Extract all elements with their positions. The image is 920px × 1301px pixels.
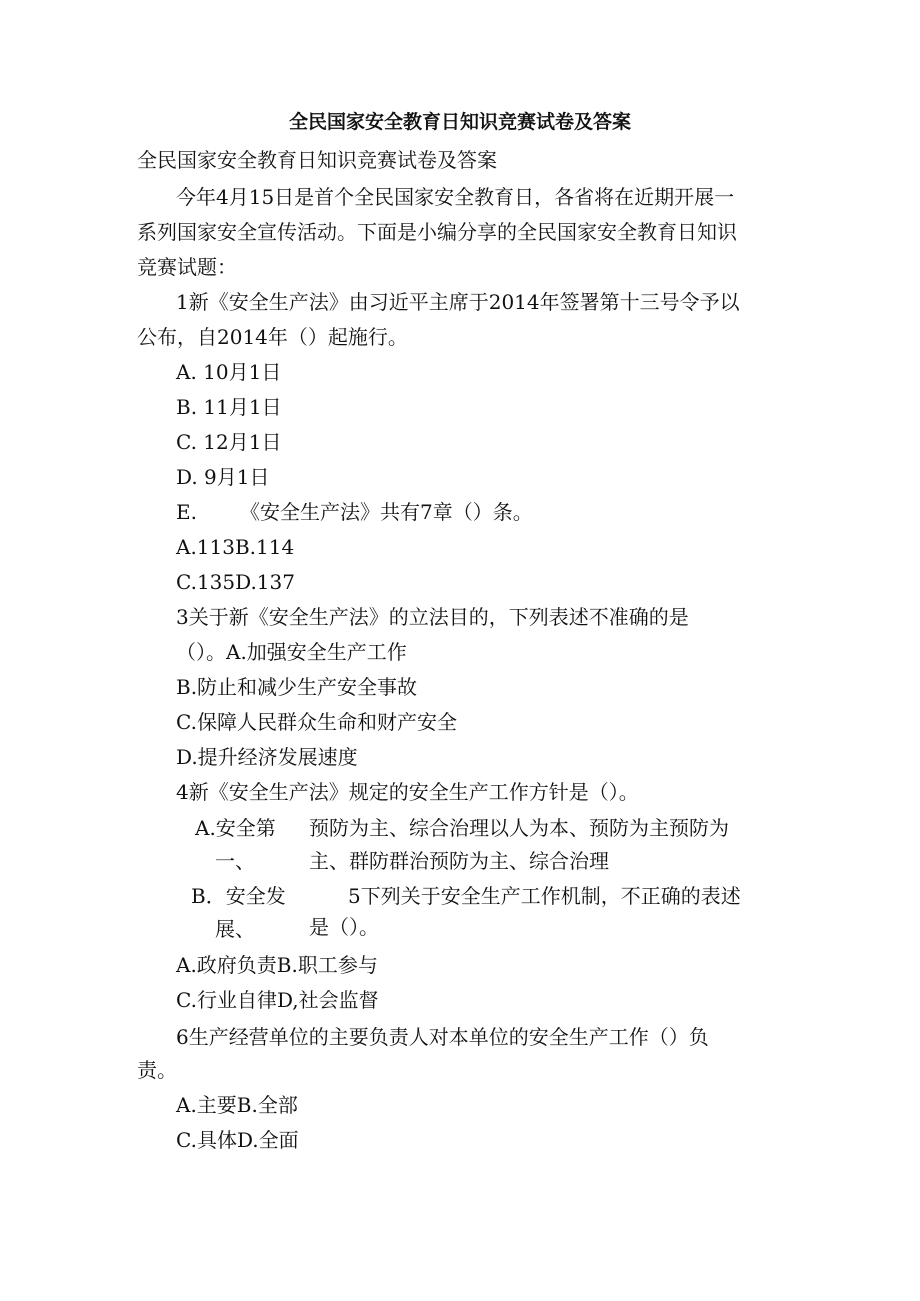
q5-line-1: 5下列关于安全生产工作机制，不正确的表述 bbox=[348, 884, 741, 908]
q5-option-cd: C.行业自律D,社会监督 bbox=[176, 988, 379, 1012]
q4-option-a-label-2: 一、 bbox=[215, 849, 255, 873]
q1-line-1: 1新《安全生产法》由习近平主席于2014年签署第十三号令予以 bbox=[176, 290, 740, 314]
q4-option-b-label-1: B．安全发 bbox=[191, 884, 286, 908]
q2-option-cd: C.135D.137 bbox=[176, 570, 295, 594]
document-heading: 全民国家安全教育日知识竞赛试卷及答案 bbox=[137, 148, 497, 172]
q4-option-b-label-2: 展、 bbox=[215, 917, 255, 941]
q2-text: 《安全生产法》共有7章（）条。 bbox=[240, 500, 533, 524]
q1-option-b: B. 11月1日 bbox=[176, 395, 282, 419]
q5-line-2: 是（）。 bbox=[309, 915, 379, 939]
q5-option-ab: A.政府负责B.职工参与 bbox=[176, 953, 378, 977]
q3-line-1: 3关于新《安全生产法》的立法目的，下列表述不准确的是 bbox=[176, 605, 689, 629]
q1-option-a: A. 10月1日 bbox=[176, 360, 282, 384]
q3-option-b: B.防止和减少生产安全事故 bbox=[176, 675, 418, 699]
q4-option-a-text-2: 主、群防群治预防为主、综合治理 bbox=[309, 849, 609, 873]
q6-option-ab: A.主要B.全部 bbox=[176, 1093, 298, 1117]
document-title: 全民国家安全教育日知识竞赛试卷及答案 bbox=[288, 111, 631, 133]
q1-line-2: 公布，自2014年（）起施行。 bbox=[137, 325, 408, 349]
q6-line-2: 责。 bbox=[137, 1058, 177, 1082]
q2-option-ab: A.113B.114 bbox=[176, 535, 295, 559]
intro-line-1: 今年4月15日是首个全民国家安全教育日，各省将在近期开展一 bbox=[176, 185, 735, 209]
intro-line-2: 系列国家安全宣传活动。下面是小编分享的全民国家安全教育日知识 bbox=[137, 220, 737, 244]
q3-option-c: C.保障人民群众生命和财产安全 bbox=[176, 710, 457, 734]
q1-option-c: C. 12月1日 bbox=[176, 430, 282, 454]
intro-line-3: 竞赛试题： bbox=[137, 255, 237, 279]
q3-line-2: （）。A.加强安全生产工作 bbox=[176, 640, 407, 664]
q4-option-a-text-1: 预防为主、综合治理以人为本、预防为主预防为 bbox=[309, 816, 729, 840]
q1-option-d: D. 9月1日 bbox=[176, 465, 270, 489]
q6-line-1: 6生产经营单位的主要负责人对本单位的安全生产工作（）负 bbox=[176, 1025, 709, 1049]
q2-label: E. bbox=[176, 500, 197, 524]
q4-option-a-label-1: A.安全第 bbox=[195, 816, 276, 840]
q4-text: 4新《安全生产法》规定的安全生产工作方针是（）。 bbox=[176, 780, 639, 804]
q3-option-d: D.提升经济发展速度 bbox=[176, 745, 358, 769]
q6-option-cd: C.具体D.全面 bbox=[176, 1128, 299, 1152]
